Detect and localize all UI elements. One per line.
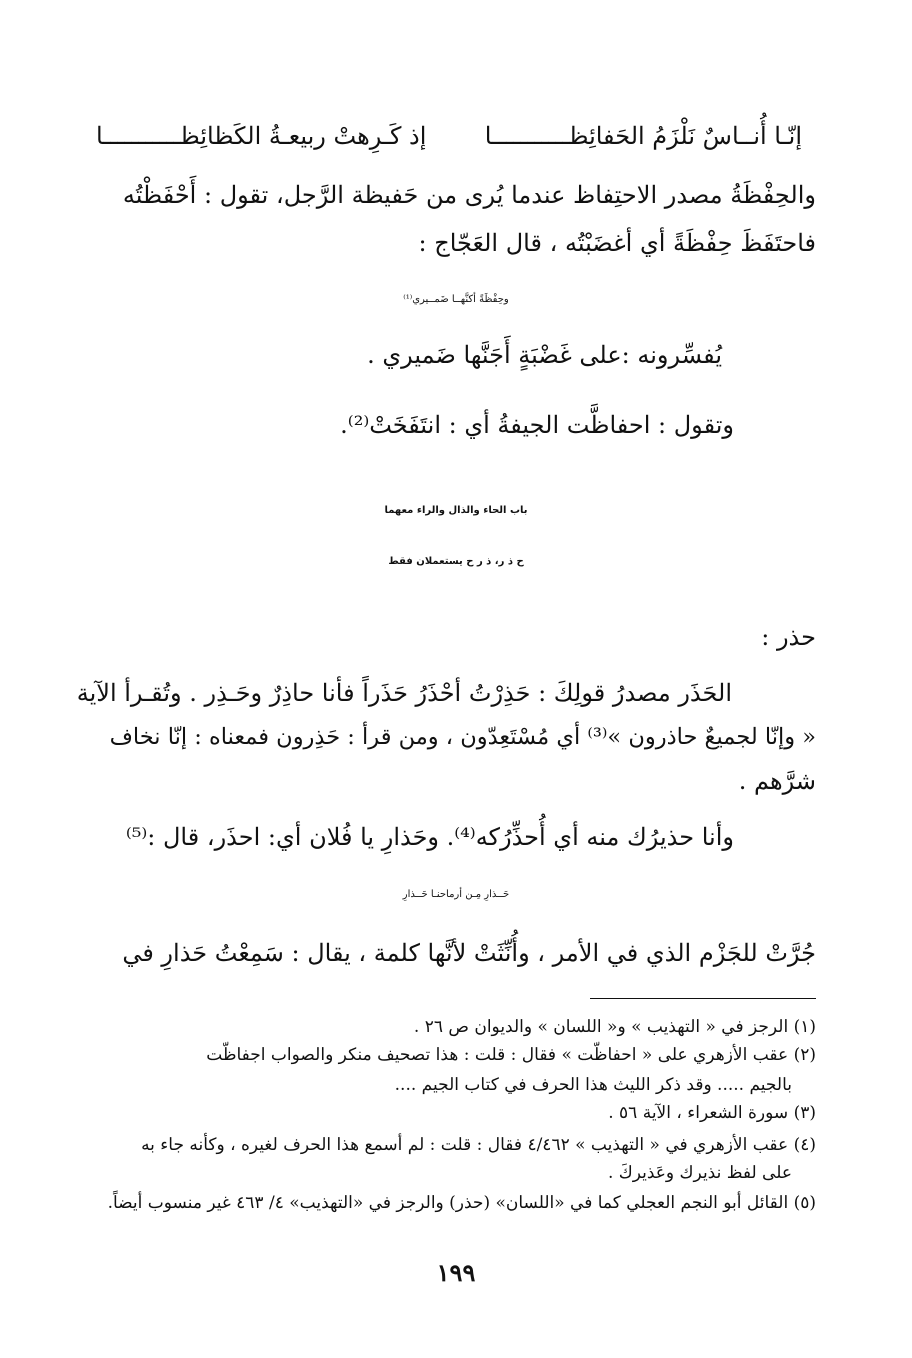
section-heading: باب الحاء والذال والراء معهما: [384, 505, 528, 516]
page-number: ١٩٩: [436, 1258, 476, 1287]
footnote-continuation: على لفظ نذيرك وعَذيركَ .: [607, 1163, 792, 1183]
footnote: (٥) القائل أبو النجم العجلي كما في «اللسان» (حذر) والرجز في «التهذيب» ٤/ ٤٦٣ غير منسوب أيضاً.: [107, 1193, 816, 1213]
paragraph-line: فاحتَفَظَ حِفْظَةً أي أغضَبْتُه ، قال العَجّاج :: [418, 229, 816, 257]
paragraph-line: يُفسِّرونه :على غَضْبَةٍ أَجَنَّها ضَميري .: [367, 341, 722, 369]
footnote: (٣) سورة الشعراء ، الآية ٥٦ .: [608, 1103, 816, 1123]
section-subheading: ح ذ ر، ذ ر ح يستعملان فقط: [388, 556, 524, 567]
quoted-verse: وحِفْظَةً أكنَّهــا ضَمــيري⁽¹⁾: [403, 294, 509, 305]
footnote: (٤) عقب الأزهري في « التهذيب » ٤/٤٦٢ فقال : قلت : لم أسمع هذا الحرف لغيره ، وكأنه جاء به: [141, 1135, 816, 1155]
footnote-separator: [590, 998, 816, 999]
paragraph-line: جُرَّتْ للجَزْم الذي في الأمر ، وأُنِّثَتْ لأنَّها كلمة ، يقال : سَمِعْتُ حَذارِ في: [122, 939, 816, 967]
paragraph-line: وأنا حذيرُك منه أي أُحذِّرُكه⁽⁴⁾. وحَذارِ يا فُلان أي: احذَر، قال :⁽⁵⁾: [125, 823, 734, 851]
paragraph-line: « وإنّا لجميعٌ حاذرون »⁽³⁾ أي مُسْتَعِدّون ، ومن قرأ : حَذِرون فمعناه : إنّا نخاف: [109, 724, 816, 750]
footnote-continuation: بالجيم ..... وقد ذكر الليث هذا الحرف في كتاب الجيم ....: [394, 1075, 792, 1095]
verse-left-hemistich: إذ كَـرِهتْ ربيعـةُ الكَظائِظـــــــــــا: [96, 122, 427, 150]
entry-word-label: حذر :: [761, 623, 816, 651]
verse-right-hemistich: إنّـا أُنــاسٌ نَلْزَمُ الحَفائِظـــــــــــا: [484, 122, 802, 150]
paragraph-line: الحَذَر مصدرُ قولِكَ : حَذِرْتُ أحْذَرُ حَذَراً فأنا حاذِرٌ وحَـذِر . وتُقـرأ الآية: [76, 679, 732, 707]
paragraph-line: شرَّهم .: [738, 767, 816, 795]
quoted-verse: حَــذارِ مِـن أرماحنـا حَــذارِ: [402, 889, 510, 900]
paragraph-line: والحِفْظَةُ مصدر الاحتِفاظ عندما يُرى من حَفيظة الرَّجل، تقول : أَحْفَظْتُه: [122, 181, 816, 209]
footnote: (١) الرجز في « التهذيب » و« اللسان » والديوان ص ٢٦ .: [413, 1017, 816, 1037]
footnote: (٢) عقب الأزهري على « احفاظّت » فقال : قلت : هذا تصحيف منكر والصواب اجفاظّت: [206, 1045, 816, 1065]
paragraph-line: وتقول : احفاظَّت الجيفةُ أي : انتَفَخَتْ⁽²⁾.: [340, 411, 734, 439]
